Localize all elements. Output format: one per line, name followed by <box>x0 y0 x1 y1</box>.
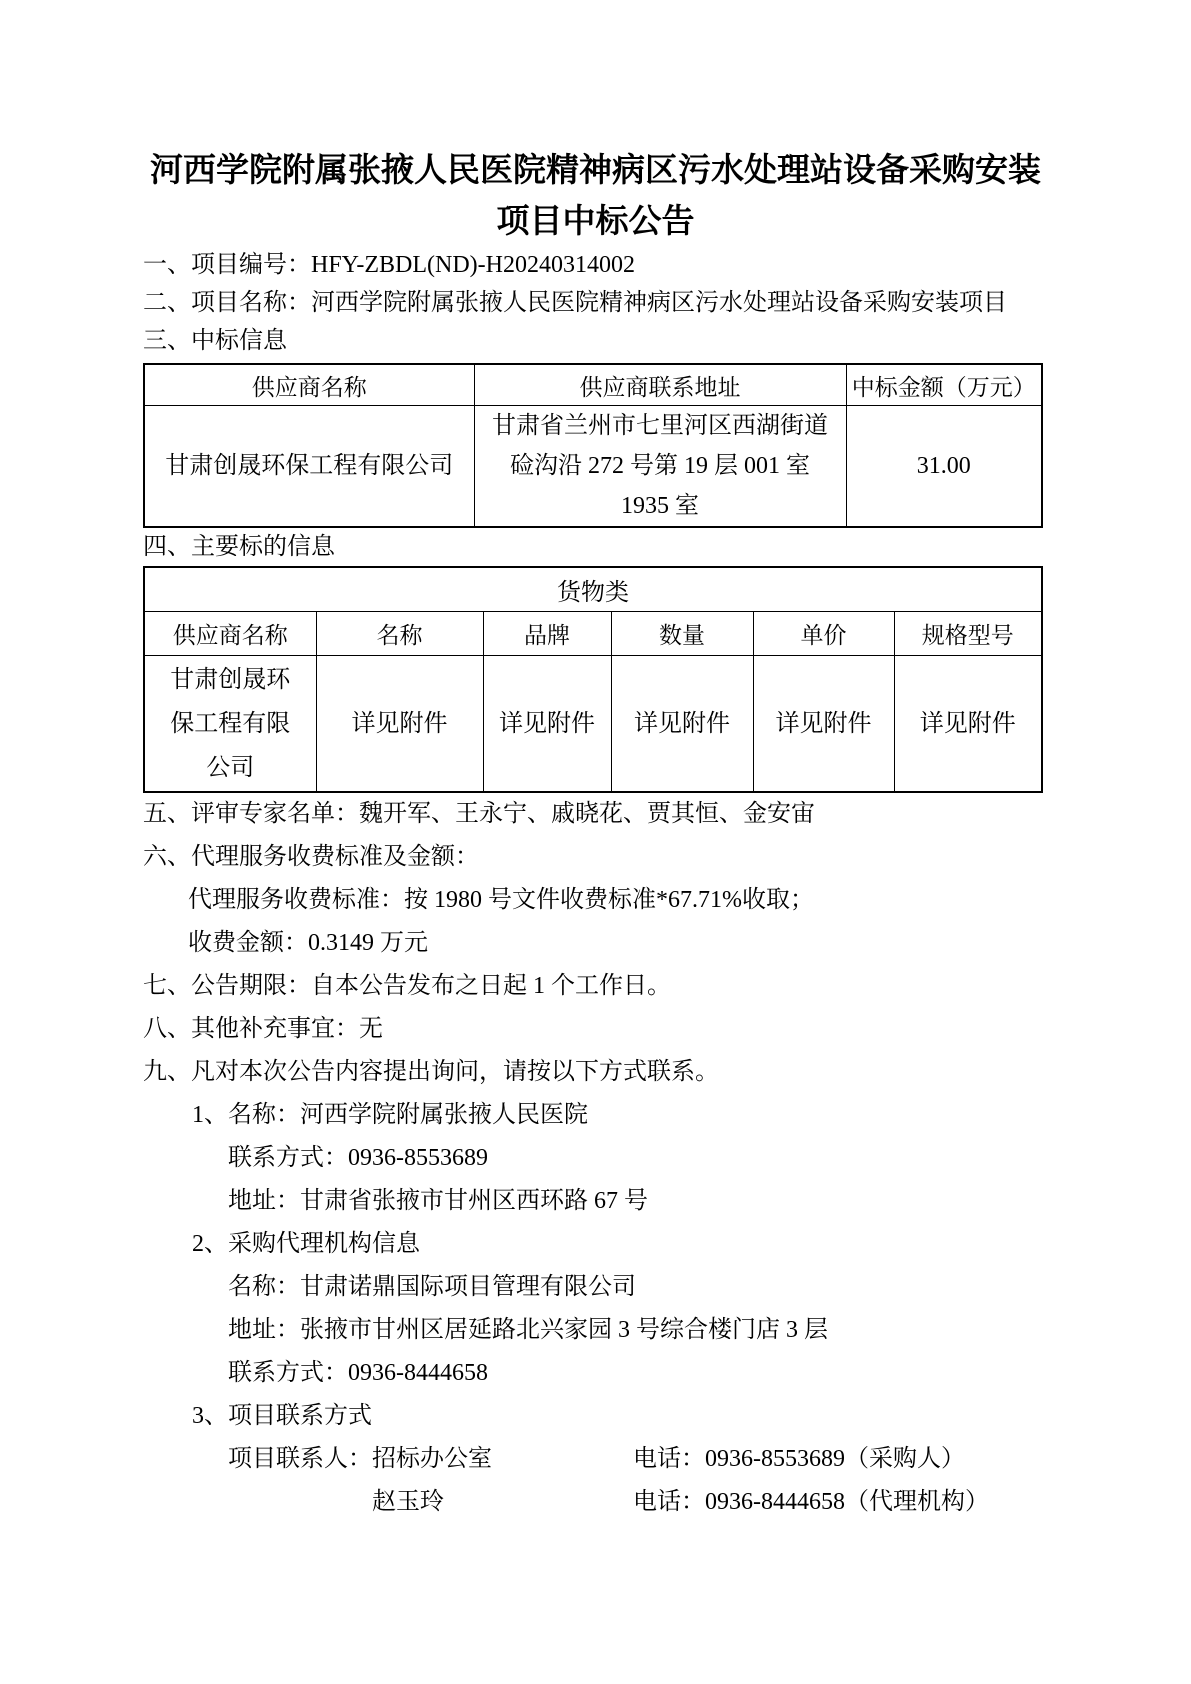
project-contact-person: 项目联系人：招标办公室 <box>228 1446 492 1472</box>
subject-brand-value: 详见附件 <box>483 656 611 793</box>
doc-title <box>143 144 1048 246</box>
project-contact-person-2: 赵玉玲 <box>372 1489 444 1515</box>
project-name-line: 二、项目名称：河西学院附属张掖人民医院精神病区污水处理站设备采购安装项目 <box>143 290 1007 316</box>
project-contact-row-1 <box>228 1438 1048 1481</box>
agency-fee-amount-line: 收费金额：0.3149 万元 <box>188 930 428 956</box>
purchaser-address-line: 地址：甘肃省张掖市甘州区西环路 67 号 <box>228 1188 648 1214</box>
award-info-heading: 三、中标信息 <box>143 328 287 354</box>
agency-fee-heading: 六、代理服务收费标准及金额： <box>143 844 479 870</box>
purchaser-phone-value: 电话：0936-8553689（采购人） <box>633 1446 965 1472</box>
award-supplier-address: 甘肃省兰州市七里河区西湖街道硷沟沿 272 号第 19 层 001 室 1935 室 <box>474 406 846 528</box>
experts-line: 五、评审专家名单：魏开军、王永宁、戚晓花、贾其恒、金安宙 <box>143 801 815 827</box>
subject-quantity-value: 详见附件 <box>611 656 753 793</box>
agency-phone-line: 联系方式：0936-8444658 <box>228 1360 488 1386</box>
award-info-table <box>143 363 1043 528</box>
agency-heading-line: 2、采购代理机构信息 <box>192 1231 420 1257</box>
subject-header-unit-price: 单价 <box>753 612 894 656</box>
project-contact-row-2 <box>228 1481 1048 1524</box>
subject-table-category-row <box>144 567 1042 612</box>
award-table-header-amount: 中标金额（万元） <box>846 364 1042 406</box>
subject-header-brand: 品牌 <box>483 612 611 656</box>
award-table-header-address: 供应商联系地址 <box>474 364 846 406</box>
announcement-period-line: 七、公告期限：自本公告发布之日起 1 个工作日。 <box>143 973 671 999</box>
subject-unit-price-value: 详见附件 <box>753 656 894 793</box>
subject-table-data-row <box>144 656 1042 793</box>
agency-address-line: 地址：张掖市甘州区居延路北兴家园 3 号综合楼门店 3 层 <box>228 1317 828 1343</box>
project-contact-heading: 3、项目联系方式 <box>192 1403 372 1429</box>
agency-name-line: 名称：甘肃诺鼎国际项目管理有限公司 <box>228 1274 636 1300</box>
subject-header-supplier: 供应商名称 <box>144 612 316 656</box>
doc-title-line-2: 项目中标公告 <box>496 202 695 239</box>
agency-phone-value: 电话：0936-8444658（代理机构） <box>633 1489 989 1515</box>
purchaser-name-line: 1、名称：河西学院附属张掖人民医院 <box>192 1102 588 1128</box>
award-table-header-supplier: 供应商名称 <box>144 364 474 406</box>
subject-supplier-name: 甘肃创晟环保工程有限公司 <box>144 656 316 793</box>
subject-header-spec: 规格型号 <box>894 612 1042 656</box>
subject-header-name: 名称 <box>316 612 483 656</box>
agency-fee-standard-line: 代理服务收费标准：按 1980 号文件收费标准*67.71%收取； <box>188 887 814 913</box>
subject-header-quantity: 数量 <box>611 612 753 656</box>
award-table-data-row <box>144 406 1042 528</box>
main-subject-table <box>143 566 1043 793</box>
other-matters-line: 八、其他补充事宜：无 <box>143 1016 383 1042</box>
award-supplier-name: 甘肃创晟环保工程有限公司 <box>144 406 474 528</box>
main-subject-heading: 四、主要标的信息 <box>143 534 335 560</box>
award-table-header-row <box>144 364 1042 406</box>
project-number-line: 一、项目编号：HFY-ZBDL(ND)-H20240314002 <box>143 252 635 278</box>
subject-category: 货物类 <box>144 567 1042 612</box>
purchaser-phone-line: 联系方式：0936-8553689 <box>228 1145 488 1171</box>
subject-spec-value: 详见附件 <box>894 656 1042 793</box>
subject-table-header-row <box>144 612 1042 656</box>
award-amount: 31.00 <box>846 406 1042 528</box>
subject-name-value: 详见附件 <box>316 656 483 793</box>
inquiry-intro-line: 九、凡对本次公告内容提出询问，请按以下方式联系。 <box>143 1059 719 1085</box>
doc-title-line-1: 河西学院附属张掖人民医院精神病区污水处理站设备采购安装 <box>150 151 1041 188</box>
